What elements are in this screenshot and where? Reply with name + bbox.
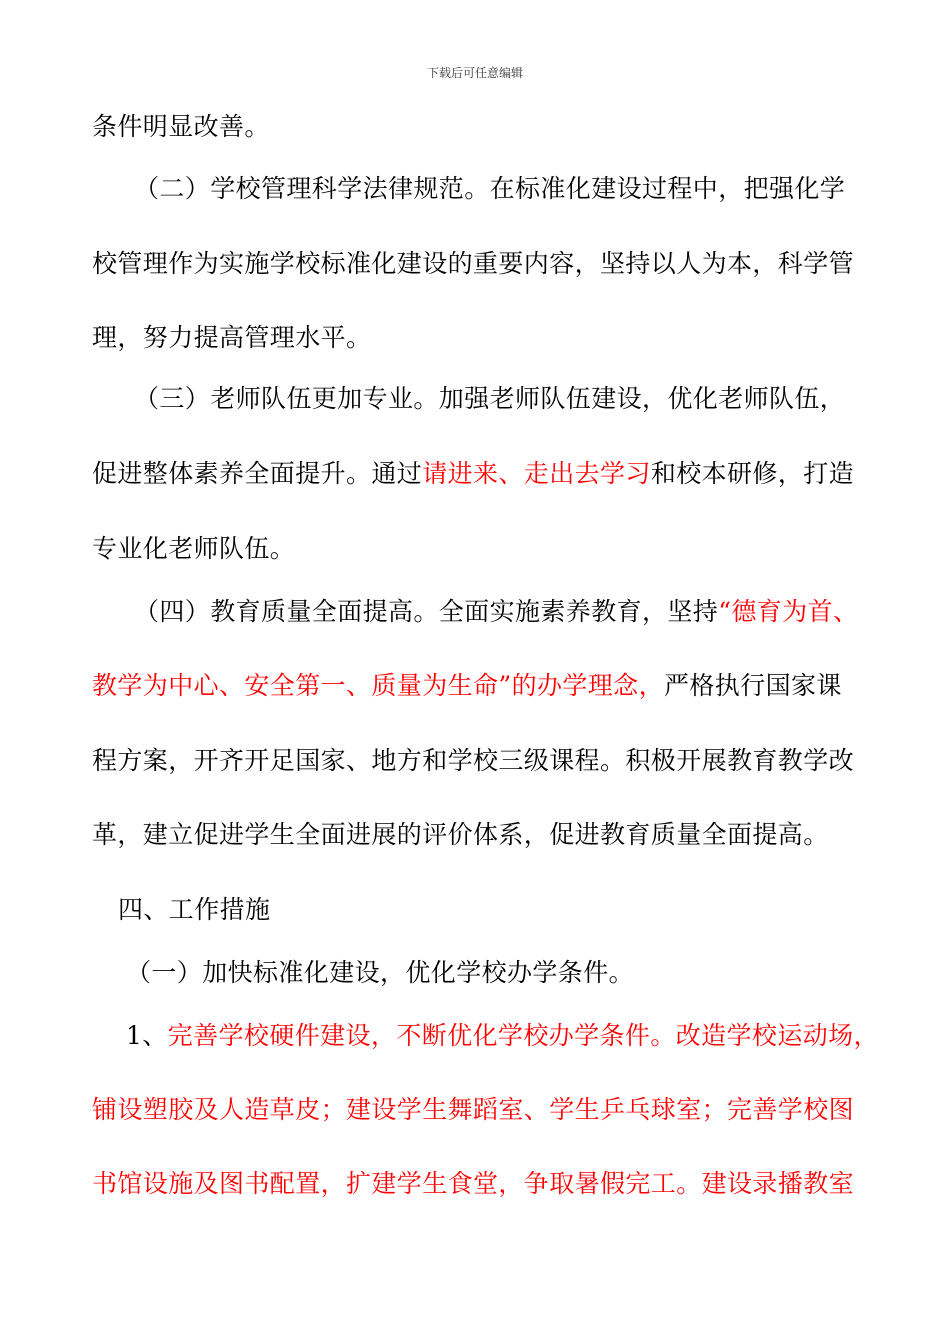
highlighted-text: “德育为首、 bbox=[718, 597, 859, 626]
text-run: 和校本研修，打造 bbox=[650, 459, 855, 488]
paragraph-line: 书馆设施及图书配置，扩建学生食堂，争取暑假完工。建设录播教室 bbox=[92, 1169, 855, 1198]
text-run: 严格执行国家课 bbox=[663, 671, 842, 700]
highlighted-text: 请进来、走出去学习 bbox=[422, 459, 651, 488]
subsection-heading: （一）加快标准化建设，优化学校办学条件。 bbox=[126, 958, 635, 987]
paragraph-line: 专业化老师队伍。 bbox=[92, 534, 296, 563]
paragraph-line: 条件明显改善。 bbox=[92, 112, 270, 141]
text-run: 促进整体素养全面提升。通过 bbox=[92, 459, 423, 488]
paragraph-line bbox=[134, 597, 924, 627]
paragraph-line bbox=[126, 1021, 916, 1051]
paragraph-line: （三）老师队伍更加专业。加强老师队伍建设，优化老师队伍， bbox=[134, 384, 846, 413]
paragraph-line: 铺设塑胶及人造草皮；建设学生舞蹈室、学生乒乓球室；完善学校图 bbox=[92, 1095, 855, 1124]
text-run: （四）教育质量全面提高。全面实施素养教育，坚持 bbox=[134, 597, 719, 626]
highlighted-text: 教学为中心、安全第一、质量为生命”的办学理念， bbox=[92, 671, 664, 700]
paragraph-line bbox=[92, 671, 882, 701]
highlighted-text: 完善学校硬件建设，不断优化学校办学条件。改造学校运动场， bbox=[167, 1021, 879, 1050]
section-heading: 四、工作措施 bbox=[118, 895, 271, 924]
paragraph-line: 理，努力提高管理水平。 bbox=[92, 323, 372, 352]
list-number: 1、 bbox=[126, 1021, 168, 1050]
paragraph-line: 校管理作为实施学校标准化建设的重要内容，坚持以人为本，科学管 bbox=[92, 249, 855, 278]
paragraph-line: （二）学校管理科学法律规范。在标准化建设过程中，把强化学 bbox=[134, 174, 846, 203]
paragraph-line: 革，建立促进学生全面进展的评价体系，促进教育质量全面提高。 bbox=[92, 820, 829, 849]
paragraph-line bbox=[92, 459, 882, 489]
page-header: 下载后可任意编辑 bbox=[426, 66, 523, 80]
paragraph-line: 程方案，开齐开足国家、地方和学校三级课程。积极开展教育教学改 bbox=[92, 746, 855, 775]
